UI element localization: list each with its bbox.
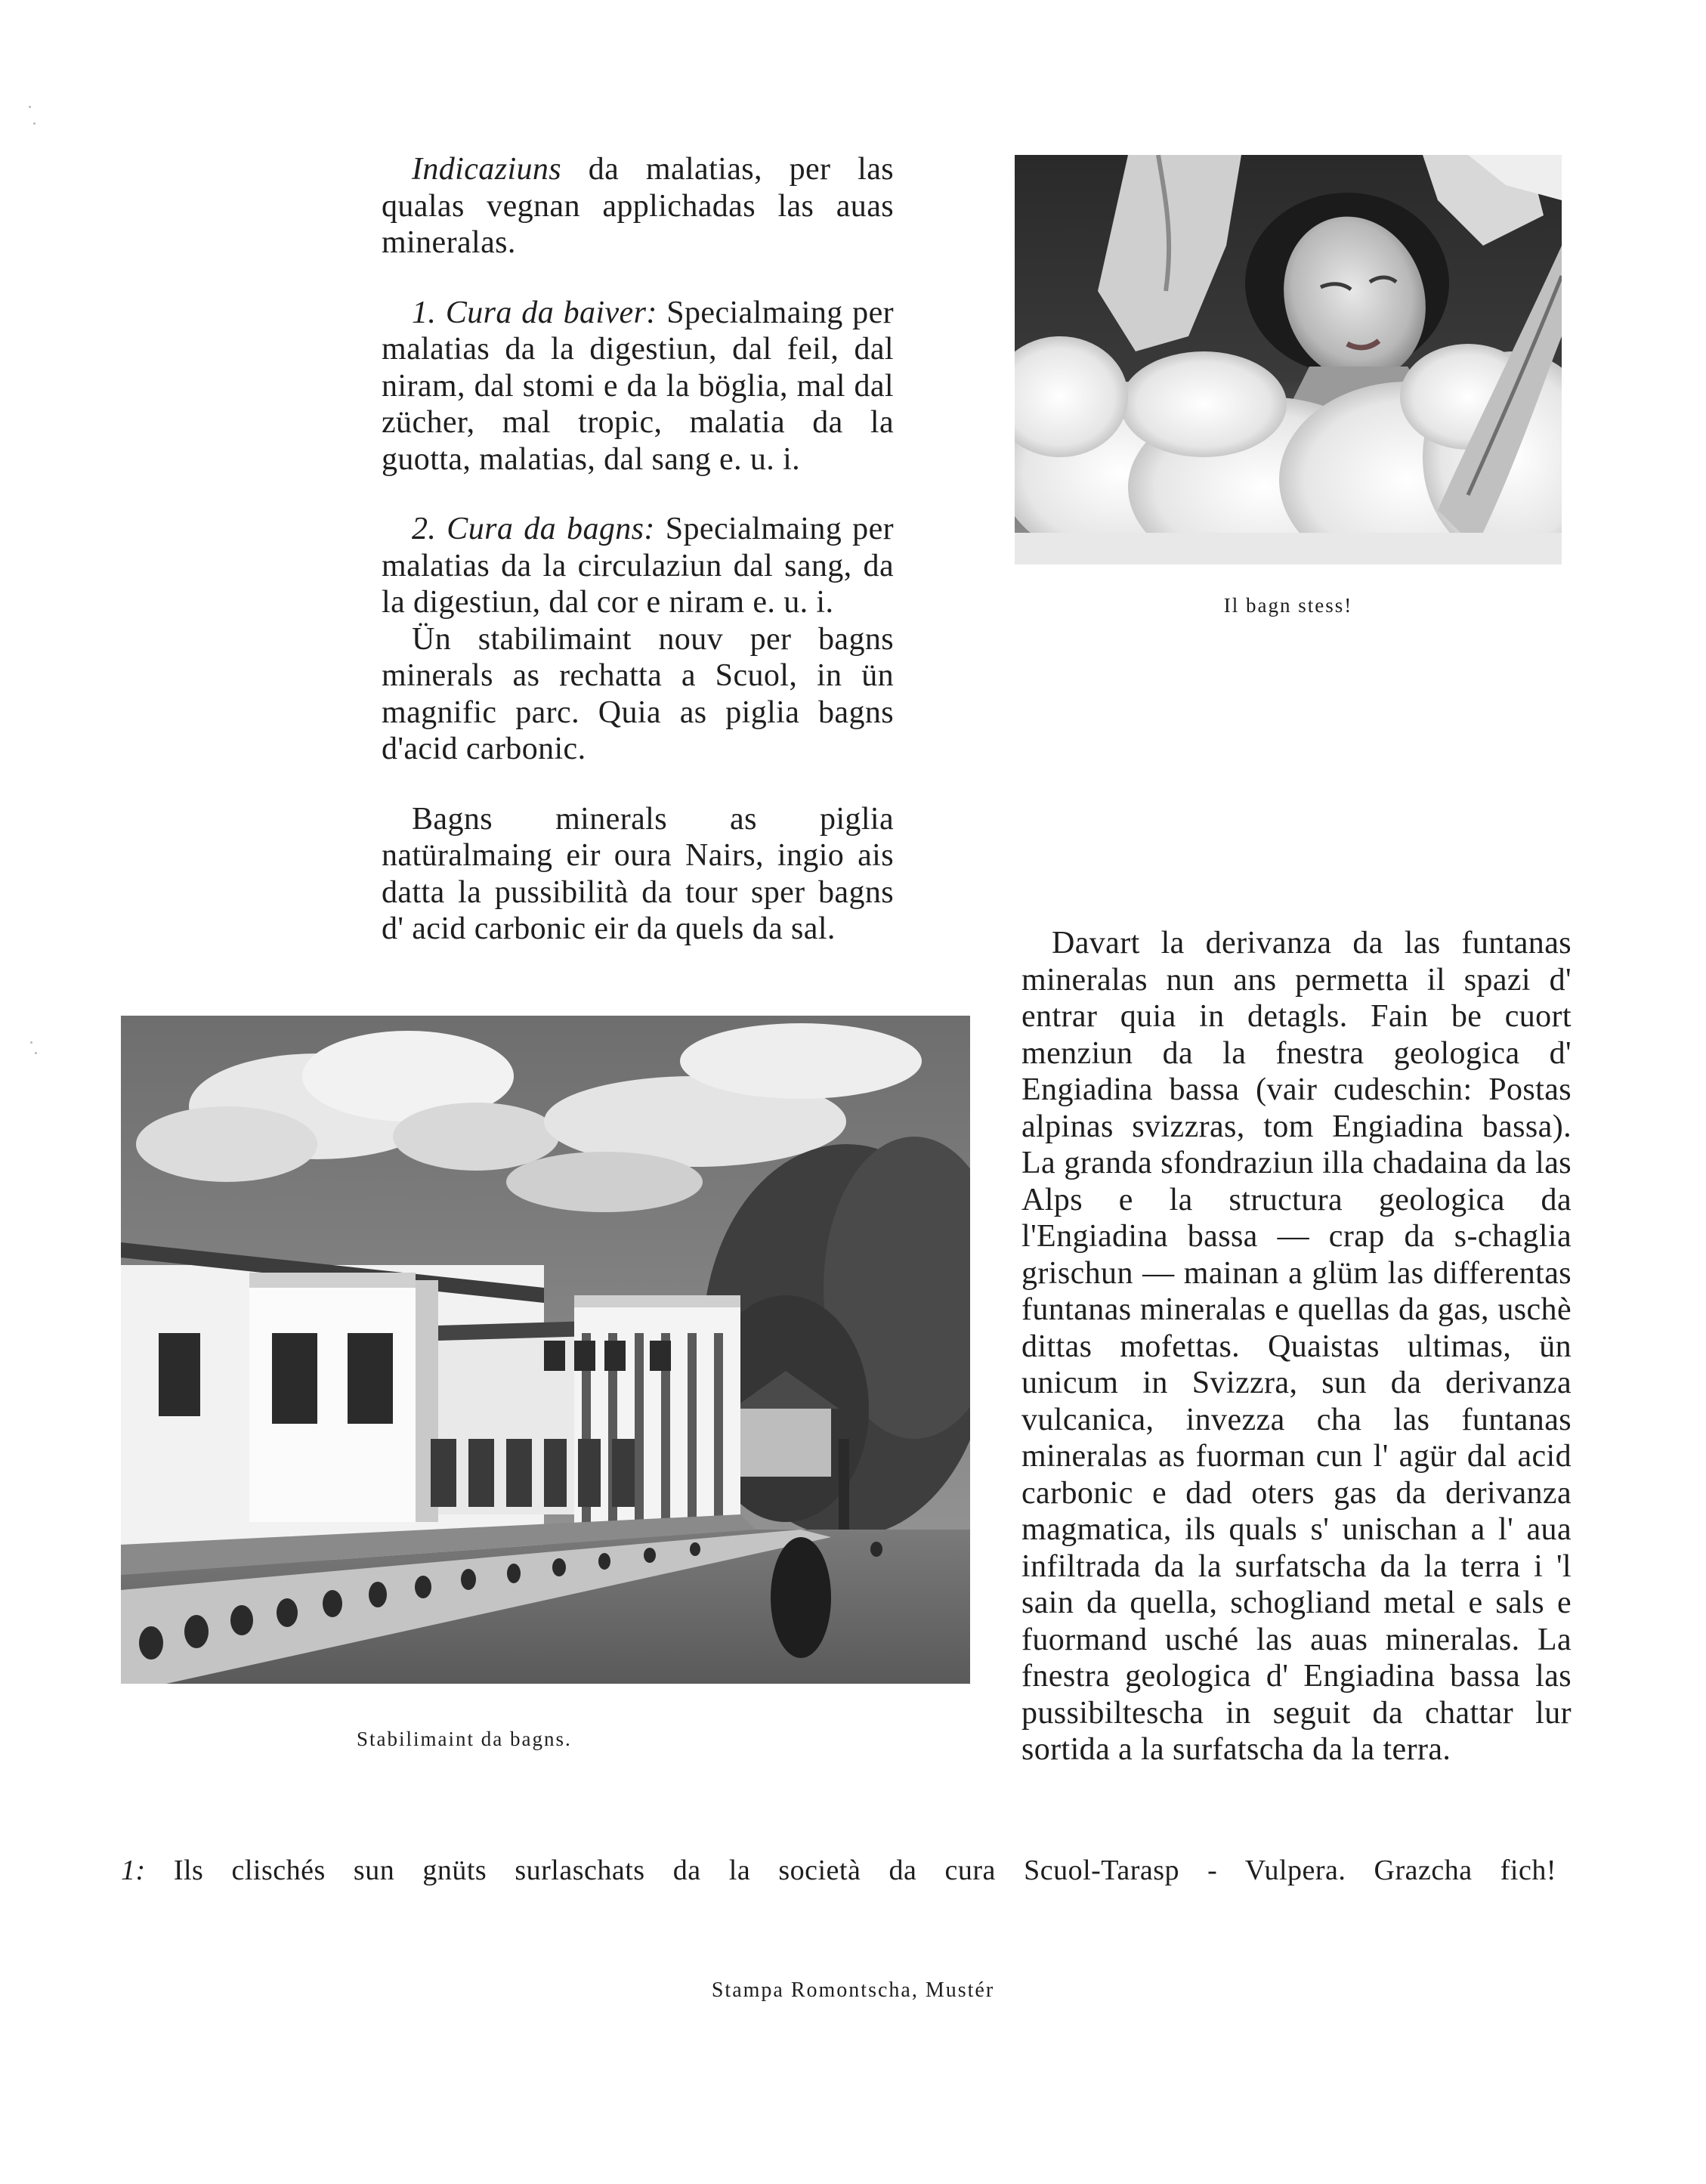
right-text-column [1021,925,1572,1768]
paragraph-drinking-cure: 1. Cura da baiver: Specialmaing per malatias da la digestiun, dal feil, dal niram, dal stomi e da la böglia, mal dal zücher, mal tropic, malatia da la guotta, malatias, dal sang e. u. i. [382,295,894,477]
caption-bath-photo: Il bagn stess! [1223,594,1353,617]
left-text-column [382,151,894,948]
paragraph-new-establishment: Ün stabilimaint nouv per bagns minerals as rechatta a Scuol, in ün magnific parc. Quia as piglia bagns d'acid carbonic. [382,621,894,766]
bath-cure-label: 2. Cura da bagns: [412,512,655,546]
footnote [121,1854,1556,1887]
footnote-text: Ils clischés sun gnüts surlaschats da la società da cura Scuol-Tarasp - Vulpera. Grazcha fich! [173,1855,1556,1886]
paragraph-indications: Indicaziuns da malatias, per las qualas vegnan applichadas las auas mineralas. [382,152,894,260]
footnote-mark: 1: [121,1855,146,1886]
paragraph-bath-cure: 2. Cura da bagns: Specialmaing per malatias da la circulaziun dal sang, da la digestiun, dal cor e niram e. u. i. [382,512,894,620]
photo-bath-establishment [121,1016,970,1684]
printer-imprint: Stampa Romontscha, Mustér [711,1978,995,2002]
paragraph-nairs: Bagns minerals as piglia natüralmaing eir oura Nairs, ingio ais datta la pussibilità da tour sper bagns d' acid carbonic eir da quels da sal. [382,801,894,946]
photo-woman-in-bath [1015,155,1562,565]
caption-building-photo: Stabilimaint da bagns. [357,1728,572,1750]
paragraph-geology: Davart la derivanza da las funtanas mineralas nun ans permetta il spazi d' entrar quia in detagls. Fain be cuort menziun da la fnestra geologica d' Engiadina bassa (vair cudeschin: Postas alpinas svizzras, tom Engiadina bassa). La granda sfondraziun illa chadaina da las Alps e la structura geologica da l'Engiadina bassa — crap da s-chaglia grischun — mainan a glüm las differentas funtanas mineralas e quellas da gas, uschè dittas mofettas. Quaistas ultimas, ün unicum in Svizzra, sun da derivanza vulcanica, invezza cha las funtanas mineralas as fuorman cun l' agür dal acid carbonic e dad oters gas da derivanza magmatica, ils quals s' unischan a l' aua infiltrada da la surfatscha da la terra i 'l sain da quella, schogliand metal e sals e fuormand usché las auas mineralas. La fnestra geologica d' Engiadina bassa las pussibiltescha in seguit da chattar lur sortida a la surfatscha da la terra. [1021,926,1572,1767]
drinking-cure-label: 1. Cura da baiver: [412,295,657,330]
indications-heading: Indicaziuns [412,152,562,187]
